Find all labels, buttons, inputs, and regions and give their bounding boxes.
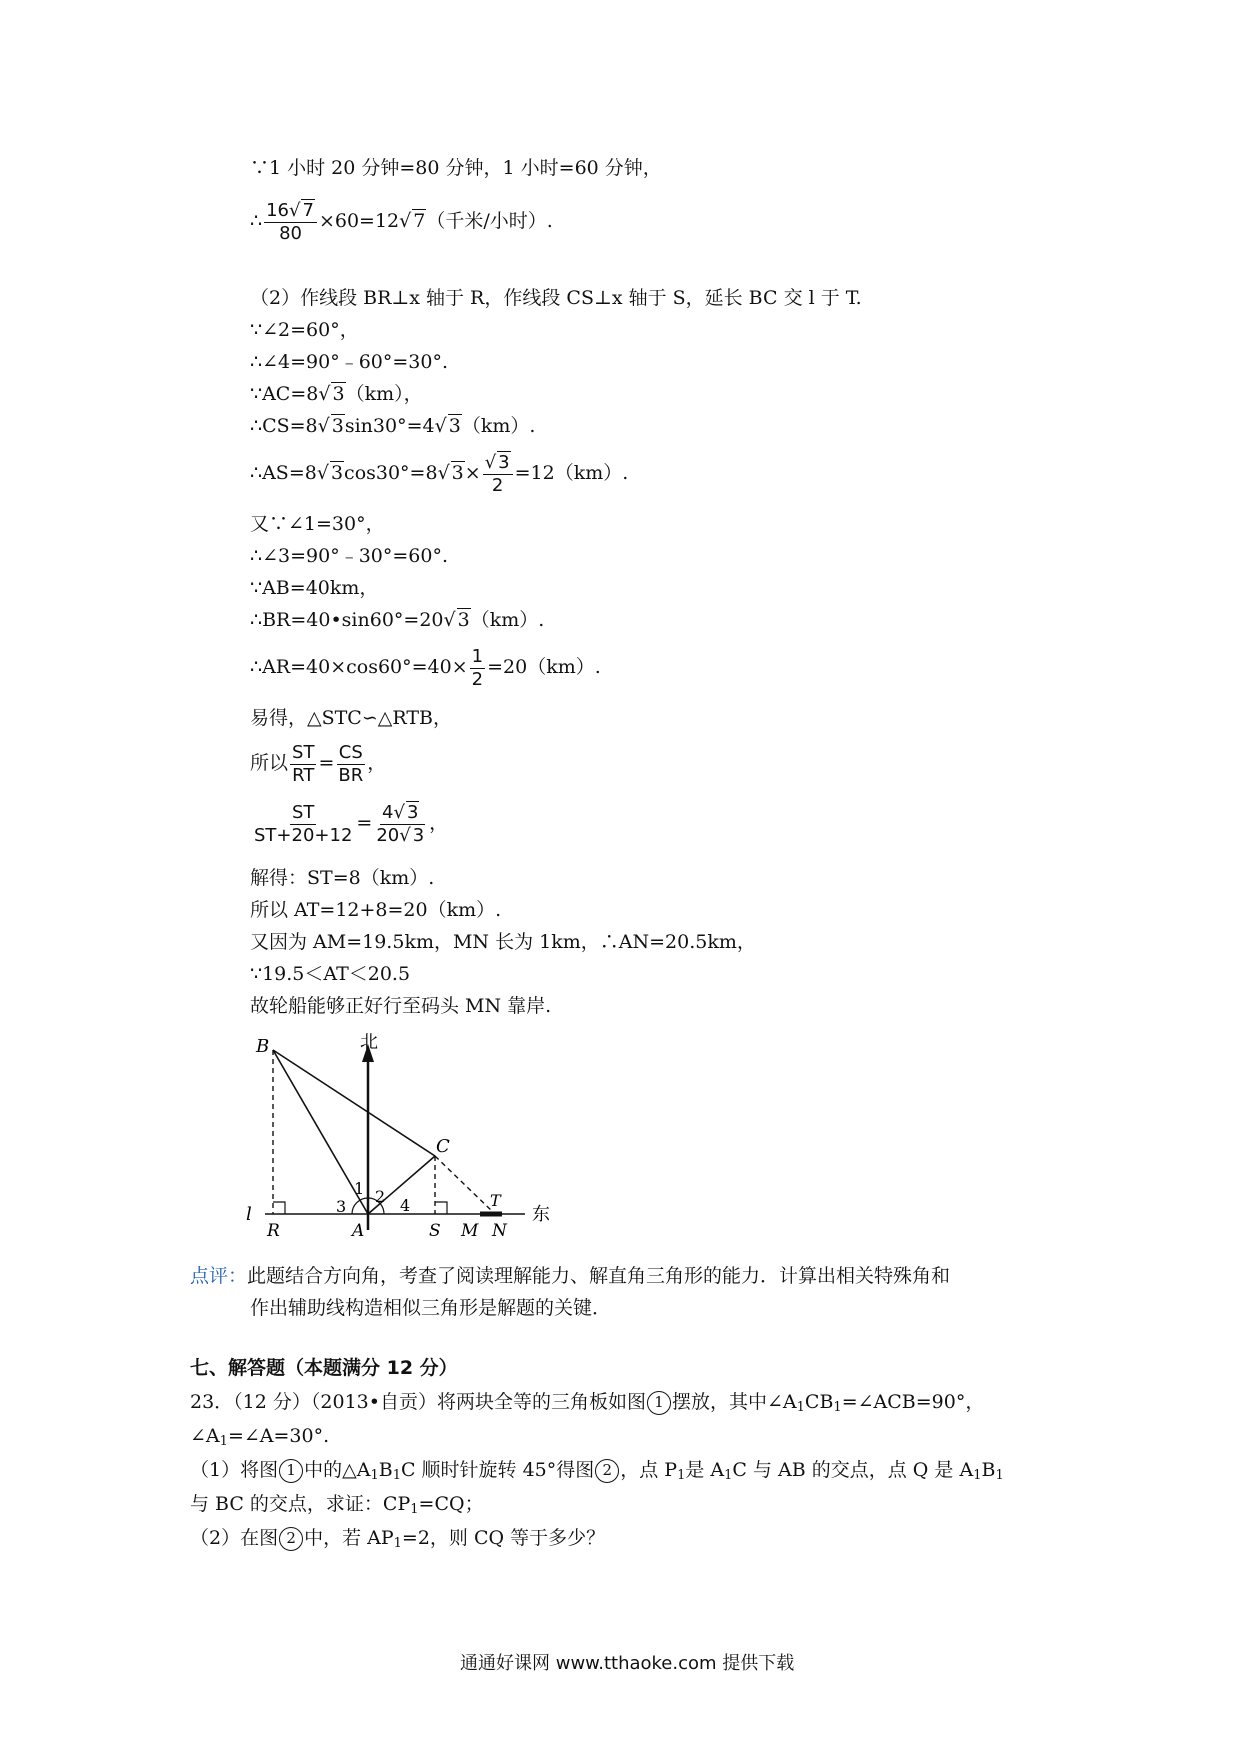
line-as: ∴AS=8√ 3cos30°=8√ 3× $\frac{√ 3}{2}$ =12（km）. xyxy=(250,451,629,496)
point-a-label: A xyxy=(352,1221,365,1241)
circled-number: 2 xyxy=(279,1527,303,1551)
fraction: $\frac{√ 3}{2}$ xyxy=(483,452,513,497)
line-time-conversion: ∵1 小时 20 分钟=80 分钟，1 小时=60 分钟， xyxy=(250,157,662,179)
point-t-label: T xyxy=(490,1191,501,1210)
line-at: 所以 AT=12+8=20（km）. xyxy=(250,899,502,921)
point-m-label: M xyxy=(461,1221,479,1241)
question-23-line-2: $\angle A_1=\angle A=30^\circ$. xyxy=(190,1425,330,1449)
line-cs: ∴CS=8√ 3sin30°=4√ 3（km）. xyxy=(250,415,536,437)
fraction: $\frac{CS}{BR}$ xyxy=(338,741,364,786)
angle-1-label: 1 xyxy=(354,1179,365,1198)
question-23-part-1: （1）将图 1 中的$\triangle A_1B_1C$ 顺时针旋转 45°得图 2 ，点 $P_1$是 $A_1C$ 与 AB 的交点，点 Q 是 $A_1B_1$ xyxy=(190,1459,1004,1483)
comment-label: 点评： xyxy=(190,1265,248,1287)
line-l-label: l xyxy=(246,1204,252,1225)
line-ab: ∵AB=40km， xyxy=(250,577,379,599)
line-angle4: ∴∠4=90°﹣60°=30°. xyxy=(250,351,449,373)
line-angle3: ∴∠3=90°﹣30°=60°. xyxy=(250,545,449,567)
circled-number: 1 xyxy=(647,1391,671,1415)
circled-number: 2 xyxy=(595,1459,619,1483)
line-angle2: ∵∠2=60°， xyxy=(250,319,359,341)
point-n-label: N xyxy=(492,1221,507,1241)
angle-2-label: 2 xyxy=(375,1187,386,1206)
page-footer: 通通好课网 www.tthaoke.com 提供下载 xyxy=(460,1653,795,1674)
line-am: 又因为 AM=19.5km，MN 长为 1km，∴AN=20.5km， xyxy=(250,931,756,953)
line-angle1: 又∵∠1=30°， xyxy=(250,513,385,535)
line-compare: ∵19.5＜AT＜20.5 xyxy=(250,963,411,985)
line-st: 解得：ST=8（km）. xyxy=(250,867,435,889)
fraction: $\frac{4√ 3}{20√ 3}$ xyxy=(376,801,425,846)
east-label: 东 xyxy=(532,1204,550,1225)
line-ratio: 所以 $\frac{ST}{RT}$ = $\frac{CS}{BR}$ ， xyxy=(250,741,387,786)
fraction: $\frac{ST}{ST+20+12}$ xyxy=(254,801,353,846)
fraction: $\frac{16√ 7}{80}$ xyxy=(264,200,317,245)
geometry-figure xyxy=(240,1030,570,1245)
fraction: $\frac{1}{2}$ xyxy=(471,645,484,690)
point-b-label: B xyxy=(256,1036,270,1057)
line-construction: （2）作线段 BR⊥x 轴于 R，作线段 CS⊥x 轴于 S，延长 BC 交 l 于 T. xyxy=(250,287,862,309)
comment-line-1: 点评：此题结合方向角，考查了阅读理解能力、解直角三角形的能力．计算出相关特殊角和 xyxy=(190,1265,951,1287)
fraction: $\frac{ST}{RT}$ xyxy=(292,741,315,786)
question-23-part-1-cont: 与 BC 的交点，求证：$CP_1=CQ$； xyxy=(190,1493,484,1517)
point-c-label: C xyxy=(436,1136,450,1157)
question-23-line-1: 23．（12 分）（2013•自贡）将两块全等的三角板如图 1 摆放，其中$\angle A_1CB_1=\angle ACB=90^\circ$， xyxy=(190,1391,985,1415)
circled-number: 1 xyxy=(279,1459,303,1483)
line-ac: ∵AC=8√ 3（km）， xyxy=(250,383,423,405)
line-ar: ∴AR=40×cos60°=40× $\frac{1}{2}$ =20（km）. xyxy=(250,645,601,690)
line-br: ∴BR=40•sin60°=20√ 3（km）. xyxy=(250,609,545,631)
point-r-label: R xyxy=(267,1221,280,1241)
angle-4-label: 4 xyxy=(400,1196,411,1215)
angle-3-label: 3 xyxy=(336,1197,347,1216)
line-similar: 易得，△STC∽△RTB， xyxy=(250,707,452,729)
line-ratio-numeric: $\frac{ST}{ST+20+12}$ = $\frac{4√ 3}{20√ 3}$ ， xyxy=(254,801,449,846)
north-label: 北 xyxy=(360,1032,378,1053)
question-23-part-2: （2）在图 2 中，若 $AP_1=2$，则 CQ 等于多少？ xyxy=(190,1527,606,1551)
comment-line-2: 作出辅助线构造相似三角形是解题的关键． xyxy=(250,1297,612,1319)
line-conclusion: 故轮船能够正好行至码头 MN 靠岸. xyxy=(250,995,552,1017)
section-title: 七、解答题（本题满分 12 分） xyxy=(190,1357,458,1379)
point-s-label: S xyxy=(429,1221,441,1241)
line-speed-calc: ∴ $\frac{16√ 7}{80}$ ×60=12√ 7（千米/小时）. xyxy=(250,199,553,244)
